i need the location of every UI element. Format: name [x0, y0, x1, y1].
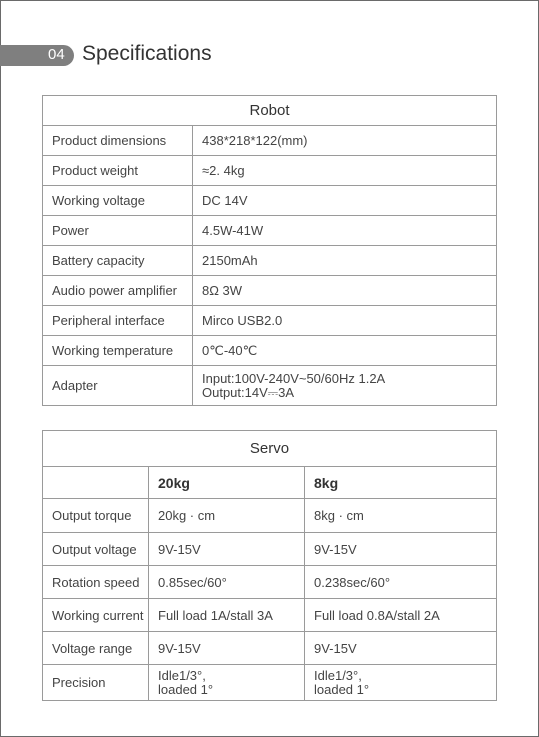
robot-table-title: Robot	[43, 96, 497, 126]
row-label: Peripheral interface	[43, 306, 193, 336]
table-title-row	[43, 431, 497, 467]
cell-8kg	[305, 665, 497, 701]
row-value: 0℃-40℃	[193, 336, 497, 366]
precision-idle: Idle1/3°,	[314, 667, 362, 683]
row-value: ≈2. 4kg	[193, 156, 497, 186]
page-title: Specifications	[82, 42, 212, 65]
cell-20kg: 9V-15V	[149, 533, 305, 566]
row-label: Rotation speed	[43, 566, 149, 599]
robot-spec-table	[42, 95, 497, 406]
table-row	[43, 665, 497, 701]
table-row	[43, 632, 497, 665]
cell-8kg: 9V-15V	[305, 632, 497, 665]
servo-table-title: Servo	[43, 431, 497, 467]
table-row	[43, 599, 497, 632]
precision-loaded: loaded 1°	[158, 681, 214, 697]
table-row	[43, 499, 497, 533]
cell-20kg: Full load 1A/stall 3A	[149, 599, 305, 632]
cell-8kg: 8kg · cm	[305, 499, 497, 533]
row-label: Battery capacity	[43, 246, 193, 276]
row-label: Product dimensions	[43, 126, 193, 156]
table-row	[43, 246, 497, 276]
servo-spec-table	[42, 430, 497, 701]
table-row	[43, 126, 497, 156]
table-row	[43, 566, 497, 599]
table-row	[43, 533, 497, 566]
row-value	[193, 366, 497, 406]
row-value: 4.5W-41W	[193, 216, 497, 246]
precision-loaded: loaded 1°	[314, 681, 370, 697]
row-value: 2150mAh	[193, 246, 497, 276]
empty-header-cell	[43, 467, 149, 499]
table-title-row	[43, 96, 497, 126]
section-number: 04	[48, 46, 65, 63]
column-header: 8kg	[305, 467, 497, 499]
column-header: 20kg	[149, 467, 305, 499]
cell-20kg	[149, 665, 305, 701]
table-row	[43, 336, 497, 366]
row-label: Working voltage	[43, 186, 193, 216]
cell-8kg: 9V-15V	[305, 533, 497, 566]
row-value: 8Ω 3W	[193, 276, 497, 306]
row-value: DC 14V	[193, 186, 497, 216]
table-row	[43, 306, 497, 336]
table-row	[43, 156, 497, 186]
row-label: Power	[43, 216, 193, 246]
cell-20kg: 0.85sec/60°	[149, 566, 305, 599]
row-value: Mirco USB2.0	[193, 306, 497, 336]
adapter-output: Output:14V⎓3A	[202, 384, 295, 400]
table-row	[43, 186, 497, 216]
cell-8kg: Full load 0.8A/stall 2A	[305, 599, 497, 632]
row-label: Audio power amplifier	[43, 276, 193, 306]
row-label: Voltage range	[43, 632, 149, 665]
table-header-row	[43, 467, 497, 499]
row-label: Product weight	[43, 156, 193, 186]
row-label: Precision	[43, 665, 149, 701]
cell-8kg: 0.238sec/60°	[305, 566, 497, 599]
adapter-input: Input:100V-240V~50/60Hz 1.2A	[202, 370, 386, 386]
table-row	[43, 366, 497, 406]
table-row	[43, 216, 497, 246]
table-row	[43, 276, 497, 306]
cell-20kg: 9V-15V	[149, 632, 305, 665]
row-label: Adapter	[43, 366, 193, 406]
row-value: 438*218*122(mm)	[193, 126, 497, 156]
precision-idle: Idle1/3°,	[158, 667, 206, 683]
row-label: Output torque	[43, 499, 149, 533]
row-label: Output voltage	[43, 533, 149, 566]
cell-20kg: 20kg · cm	[149, 499, 305, 533]
row-label: Working temperature	[43, 336, 193, 366]
row-label: Working current	[43, 599, 149, 632]
